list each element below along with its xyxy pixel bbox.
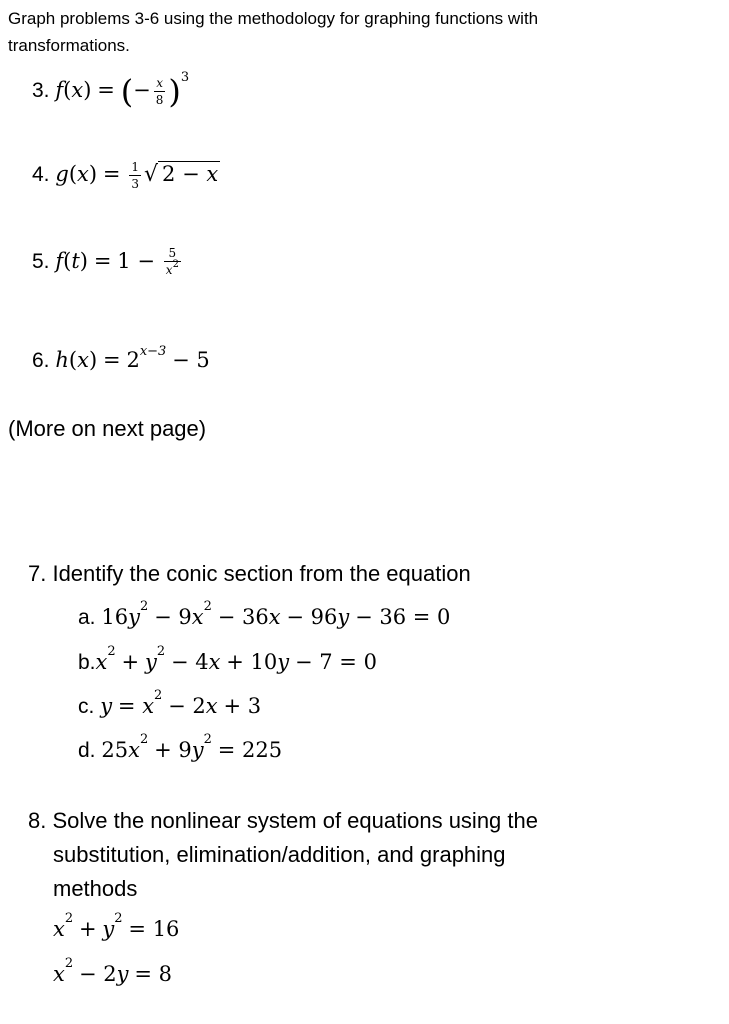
term: x <box>205 694 218 718</box>
exponent: 2 <box>156 644 166 659</box>
exponent: 2 <box>114 911 123 926</box>
square-root: √ 2 − x <box>144 162 219 188</box>
term: y <box>100 694 113 718</box>
instructions-line-1: Graph problems 3-6 using the methodology for graphing functions with <box>8 9 539 28</box>
term: − 7 = 0 <box>294 650 377 674</box>
fraction <box>129 160 141 191</box>
constant-term: 1 − <box>117 249 155 274</box>
denominator-exponent: 2 <box>172 259 179 270</box>
conic-equation-a <box>78 599 451 632</box>
term: x <box>142 694 155 718</box>
equals-sign: = <box>102 162 121 187</box>
equals-sign: = <box>93 249 112 274</box>
conic-equation-b <box>78 644 377 677</box>
exponent: 2 <box>203 599 212 614</box>
equals-sign: = <box>97 78 115 103</box>
term: y <box>102 917 115 941</box>
conic-equation-d <box>78 732 283 765</box>
term: + 9 <box>154 738 192 762</box>
term: x <box>191 605 204 629</box>
question-8-line-2: substitution, elimination/addition, and graphing <box>53 842 506 867</box>
problem-5: 5. f(t) = 1 − $\frac{5}{x^2}$ <box>32 246 179 277</box>
problem-6: 6. $h(x) = 2^{x-3} - 5$ <box>32 344 210 372</box>
problem-number: 5. <box>32 250 50 274</box>
exponent: 2 <box>154 688 163 703</box>
term: 16 <box>101 605 129 629</box>
term: y <box>128 605 140 629</box>
exponent: 2 <box>64 956 74 971</box>
exponent: 2 <box>139 599 149 614</box>
question-8-line-3: methods <box>53 876 138 901</box>
term: x <box>53 962 65 986</box>
more-on-next-page-note: (More on next page) <box>8 416 207 441</box>
minus-sign: − <box>133 78 151 103</box>
system-equation-2 <box>53 956 172 989</box>
instructions <box>8 5 538 59</box>
question-8-line-1: 8. Solve the nonlinear system of equations using the <box>28 808 538 833</box>
term: = 8 <box>134 962 172 986</box>
term: y <box>116 962 129 986</box>
term: − 4 <box>170 650 209 674</box>
item-letter: c. <box>78 695 95 718</box>
fraction <box>164 246 181 279</box>
fraction <box>154 76 166 107</box>
problem-number: 3. <box>32 79 50 103</box>
item-letter: d. <box>78 739 96 762</box>
radicand: 2 − <box>162 162 200 187</box>
term: − 2 <box>168 694 206 718</box>
exponent: 2 <box>107 644 116 659</box>
term: + 10 <box>226 650 278 674</box>
term: + 3 <box>223 694 262 718</box>
variable: x <box>77 162 89 187</box>
fraction-denominator: 3 <box>131 177 139 191</box>
term: − 2 <box>78 962 117 986</box>
item-letter: a. <box>78 606 96 629</box>
term: = <box>117 694 143 718</box>
question-7-heading: 7. Identify the conic section from the equation <box>28 561 471 586</box>
fraction-denominator: $x^2$ <box>165 259 179 277</box>
problem-3: 3. f(x) = (− $\frac{x}{8}$ )$^3$ <box>32 70 190 111</box>
fraction-denominator: 8 <box>155 93 164 107</box>
variable: t <box>71 249 80 274</box>
fraction-numerator: x <box>154 76 166 92</box>
term: = 16 <box>128 917 180 941</box>
term: − 9 <box>154 605 192 629</box>
term: x <box>53 917 65 941</box>
fraction-numerator: 5 <box>164 246 181 262</box>
term: y <box>144 650 157 674</box>
term: − 36 = 0 <box>355 605 451 629</box>
term: y <box>191 738 204 762</box>
term: + <box>121 650 140 674</box>
term: x <box>95 650 108 674</box>
term: − 96 <box>286 605 338 629</box>
fraction-numerator: 1 <box>131 160 139 174</box>
exponent: 2 <box>64 911 74 926</box>
variable: x <box>77 348 89 372</box>
term: x <box>208 650 221 674</box>
problem-4: 4. g(x) = $\frac{1}{3}$ √ 2 − x <box>32 160 219 191</box>
term: y <box>337 605 350 629</box>
term: 25 <box>101 738 129 762</box>
term: y <box>277 650 290 674</box>
function-name: f <box>55 78 64 103</box>
exponent: 3 <box>180 70 190 85</box>
item-letter: b. <box>78 651 96 674</box>
variable: x <box>71 78 84 103</box>
base: 2 <box>126 348 140 372</box>
constant-term: − 5 <box>172 348 210 372</box>
question-8-heading <box>28 804 538 906</box>
system-equation-1 <box>53 911 180 944</box>
function-name: h <box>55 348 69 372</box>
function-name: f <box>55 249 64 274</box>
term: + <box>78 917 97 941</box>
equals-sign: = <box>102 348 121 372</box>
function-name: g <box>55 162 69 187</box>
term: − 36 <box>217 605 269 629</box>
term: x <box>268 605 281 629</box>
conic-equation-c <box>78 688 262 721</box>
exponent: 2 <box>203 732 212 747</box>
term: x <box>128 738 140 762</box>
term: = 225 <box>217 738 283 762</box>
problem-number: 6. <box>32 349 50 372</box>
exponent: 2 <box>139 732 149 747</box>
radicand-variable: x <box>206 162 219 187</box>
problem-number: 4. <box>32 163 50 187</box>
exponent: x−3 <box>139 344 167 359</box>
instructions-line-2: transformations. <box>8 36 130 55</box>
